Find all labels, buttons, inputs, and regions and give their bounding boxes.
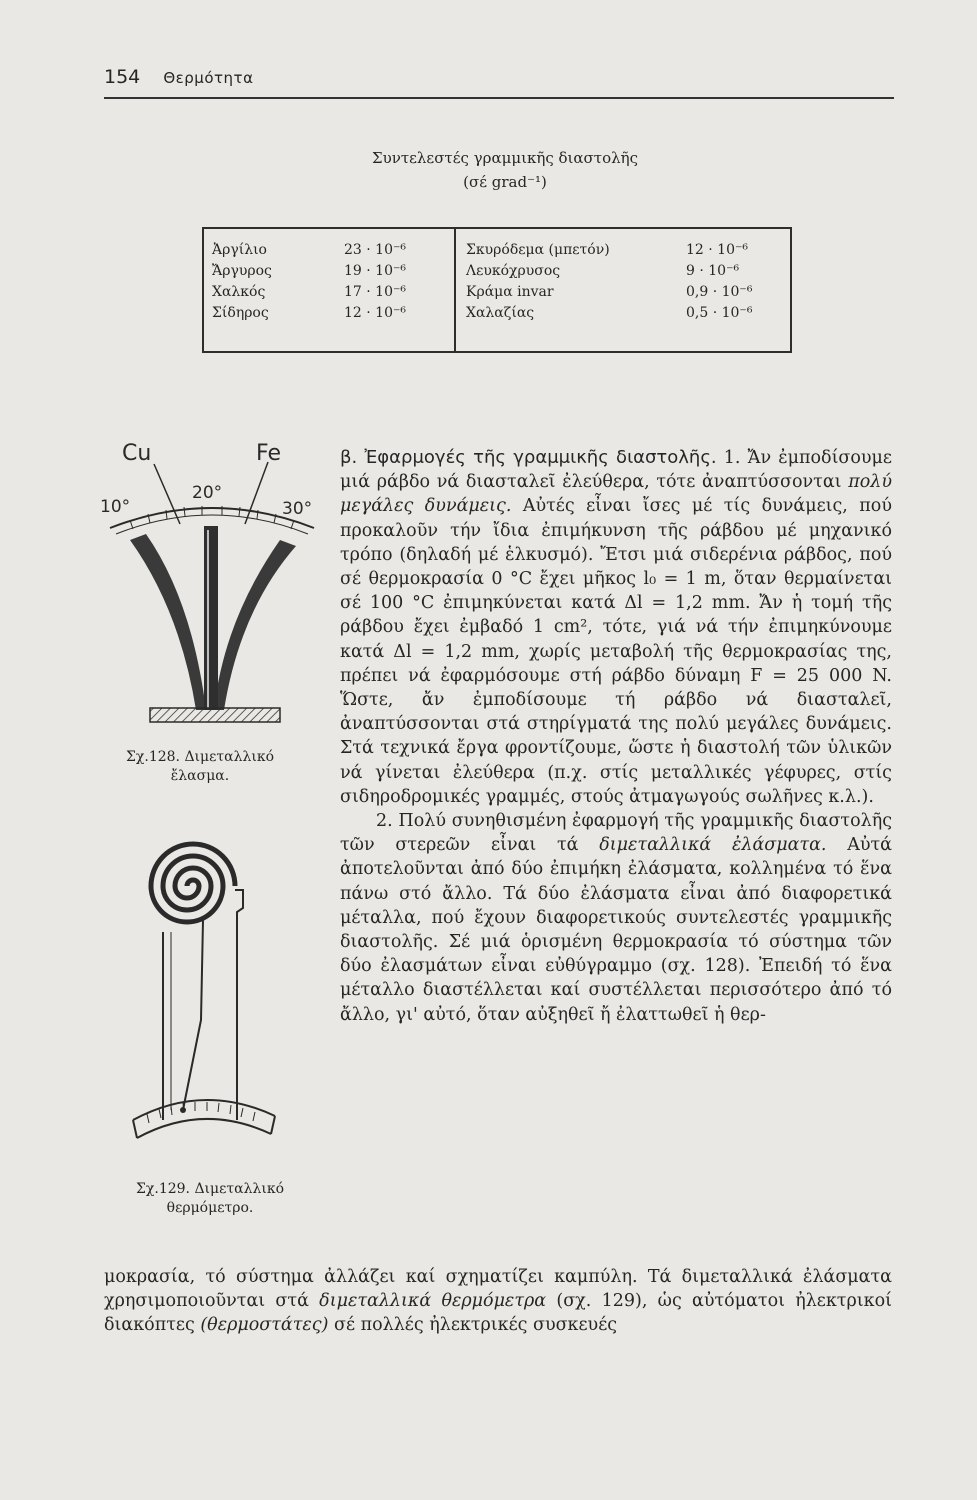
coefficient-value: 19 · 10⁻⁶ (344, 263, 406, 279)
table-left-column (212, 240, 448, 324)
caption-line: Σχ.129. Διμεταλλικό (135, 1181, 285, 1197)
emphasis-text: διμεταλλικά ἐλάσματα. (599, 835, 827, 856)
material-name: Ἀργίλιο (212, 242, 267, 258)
table-row (466, 261, 786, 282)
table-caption-unit: (σέ grad⁻¹) (463, 173, 547, 191)
figure-bimetallic-strip (100, 430, 330, 735)
material-name: Λευκόχρυσος (466, 263, 561, 279)
header-rule (104, 97, 894, 99)
fe-pointer-line (245, 462, 268, 524)
pointer-pivot (180, 1107, 186, 1113)
text-span: σέ πολλές ἠλεκτρικές συσκευές (334, 1315, 618, 1336)
table-row (212, 240, 448, 261)
coefficient-value: 23 · 10⁻⁶ (344, 242, 406, 258)
caption-line: Σχ.128. Διμεταλλικό (125, 749, 275, 765)
bimetal-spiral (151, 844, 235, 922)
left-strip-cu (130, 534, 206, 710)
text-span: Ἄν ἐμποδίσουμε μιά ράβδο νά διασταλεῖ ἐλεύθερα, τότε ἀναπτύσσονται (340, 448, 892, 493)
table-right-column (466, 240, 786, 324)
section-title: Θερμότητα (163, 69, 254, 87)
text-span: Αὐτές εἶναι ἴσες μέ τίς δυνάμεις, πού προκαλοῦν τήν ἴδια ἐπιμήκυνση τῆς ράβδου μέ μηχανικό τρόπο (δηλαδή μέ ἑλκυσμό). Ἔτσι μιά σιδερένια ράβδος, πού σέ θερμοκρασία 0 °C ἔχει μῆκος l₀ = 1 m, ὅταν θερμαίνεται σέ 100 °C ἐπιμηκύνεται κατά Δl = 1,2 mm. Ἄν ἡ τομή τῆς ράβδου ἔχει ἐμβαδό 1 cm², τότε, γιά νά τήν ἐπιμηκύνουμε κατά Δl = 1,2 mm, χωρίς μεταβολή τῆς θερμοκρασίας της, πρέπει νά ἐφαρμόσουμε στή ράβδο δύναμη F = 25 000 N. Ὥστε, ἄν ἐμποδίσουμε τή ράβδο νά διασταλεῖ, ἀναπτύσσονται στά στηρίγματά της πολύ μεγάλες δυνάμεις. Στά τεχνικά ἔργα φροντίζουμε, ὥστε ἡ διαστολή τῶν ὑλικῶν νά γίνεται ἐλεύθερα (π.χ. στίς μεταλλικές γέφυρες, στίς σιδηροδρομικές γραμμές, στούς ἀτμαγωγούς σωλῆνες κ.λ.). (340, 496, 892, 807)
scale-ticks (130, 506, 294, 529)
center-strip (204, 526, 218, 710)
material-name: Ἄργυρος (212, 263, 272, 279)
material-name: Χαλκός (212, 284, 266, 300)
paragraph-number: 1. (723, 448, 741, 468)
figure-128-caption (100, 748, 300, 786)
material-name: Κράμα invar (466, 284, 554, 300)
right-strip-fe (214, 540, 296, 710)
figure-bimetallic-thermometer (125, 820, 325, 1160)
table-row (466, 303, 786, 324)
paragraph-3 (104, 1265, 892, 1338)
table-row (212, 282, 448, 303)
emphasis-text: (θερμοστάτες) (200, 1315, 329, 1336)
expansion-coefficients-table (202, 227, 792, 353)
table-row (212, 261, 448, 282)
table-row (212, 303, 448, 324)
page-number: 154 (104, 66, 141, 88)
tick-label-30: 30° (282, 499, 313, 519)
text-span: μοκρασία, τό σύστημα ἀλλάζει καί σχηματίζει καμπύλη. Τά διμεταλλικά ἐλάσματα χρησιμοποιοῦνται στά (104, 1267, 892, 1312)
emphasis-text: πολύ μεγάλες δυνάμεις. (340, 472, 892, 517)
material-name: Χαλαζίας (466, 305, 535, 321)
coefficient-value: 12 · 10⁻⁶ (344, 305, 406, 321)
caption-line: θερμόμετρο. (166, 1200, 254, 1216)
label-cu: Cu (122, 441, 152, 466)
tick-label-20: 20° (192, 483, 223, 503)
emphasis-text: διμεταλλικά θερμόμετρα (319, 1291, 547, 1312)
material-name: Σκυρόδεμα (μπετόν) (466, 242, 610, 258)
coefficient-value: 0,9 · 10⁻⁶ (686, 284, 753, 300)
coefficient-value: 17 · 10⁻⁶ (344, 284, 406, 300)
dial-arc-outer (137, 1119, 271, 1138)
body-text-full-width (104, 1265, 892, 1338)
coefficient-value: 0,5 · 10⁻⁶ (686, 305, 753, 321)
coefficient-value: 12 · 10⁻⁶ (686, 242, 748, 258)
table-row (466, 240, 786, 261)
body-text-column (340, 446, 892, 1027)
running-head (104, 66, 253, 88)
section-heading: β. Ἐφαρμογές τῆς γραμμικῆς διαστολῆς. (340, 447, 717, 468)
tick-label-10: 10° (100, 497, 131, 517)
figure-129-caption (110, 1180, 310, 1218)
coefficient-value: 9 · 10⁻⁶ (686, 263, 740, 279)
table-row (466, 282, 786, 303)
caption-line: ἔλασμα. (170, 768, 230, 784)
thermometer-drawing (125, 820, 325, 1160)
text-span: 2. Πολύ συνηθισμένη ἐφαρμογή τῆς γραμμικῆς διαστολῆς τῶν στερεῶν εἶναι τά (340, 811, 892, 856)
bimetallic-strip-drawing (100, 430, 330, 735)
spiral-mount (235, 890, 243, 930)
strip-base (150, 708, 280, 722)
paragraph-1 (340, 446, 892, 809)
thermometer-pointer (183, 920, 203, 1110)
text-span: Αὐτά ἀποτελοῦνται ἀπό δύο ἐπιμήκη ἐλάσματα, κολλημένα τό ἕνα πάνω στό ἄλλο. Τά δύο ἐλάσματα εἶναι ἀπό διαφορετικά μέταλλα, πού ἔχουν διαφορετικούς συντελεστές γραμμικῆς διαστολῆς. Σέ μιά ὁρισμένη θερμοκρασία τό σύστημα τῶν δύο ἐλασμάτων εἶναι εὐθύγραμμο (σχ. 128). Ἐπειδή τό ἕνα μέταλλο διαστέλλεται καί συστέλλεται περισσότερο ἀπό τό ἄλλο, γι' αὐτό, ὅταν αὐξηθεῖ ἤ ἐλαττωθεῖ ἡ θερ- (340, 835, 892, 1025)
table-caption: Συντελεστές γραμμικῆς διαστολῆς (372, 149, 638, 167)
table-divider (454, 229, 456, 351)
material-name: Σίδηρος (212, 305, 269, 321)
label-fe: Fe (256, 441, 281, 466)
text-span: (σχ. 129), ὡς αὐτόματοι ἠλεκτρικοί διακόπτες (104, 1291, 892, 1336)
paragraph-2 (340, 809, 892, 1027)
